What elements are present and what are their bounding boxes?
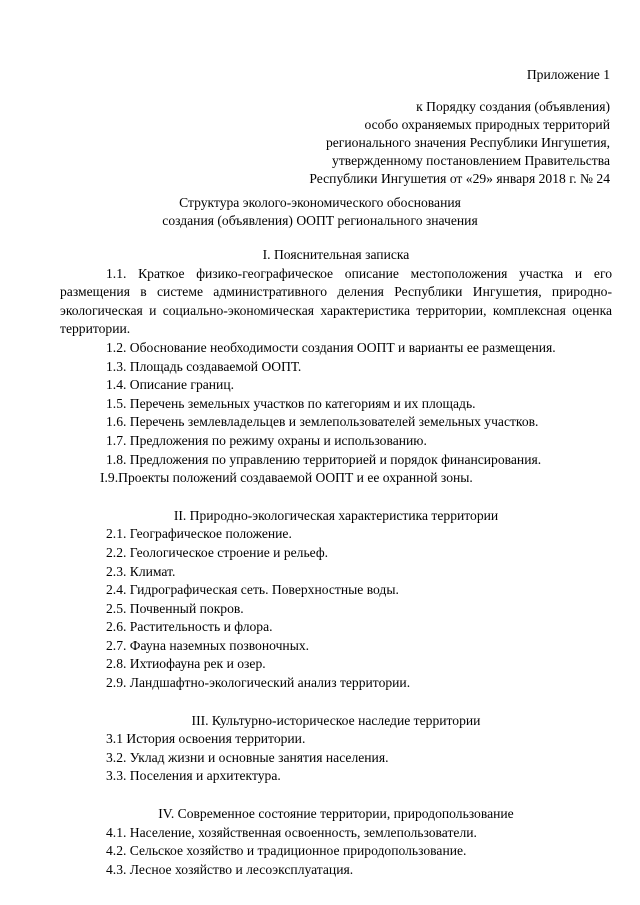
list-item: 1.7. Предложения по режиму охраны и использованию. [106,432,427,448]
paragraph: 1.1. Краткое физико-географическое описание местоположения участка и его размещения в системе административного деления Республики Ингушетия, природно-экологическая и социально-экономическая характеристика территории, комплексная оценка территории. [60,265,612,337]
list-item: 2.3. Климат. [106,563,176,579]
title-line: Структура эколого-экономического обоснования [179,195,461,210]
list-item: 2.2. Геологическое строение и рельеф. [106,544,329,560]
appendix-header [110,66,610,188]
list-item: 2.8. Ихтиофауна рек и озер. [106,656,266,672]
document-body [60,246,612,879]
list-item: 2.7. Фауна наземных позвоночных. [106,637,310,653]
list-item: 1.8. Предложения по управлению территорией и порядок финансирования. [106,451,542,467]
list-item: 2.5. Почвенный покров. [106,600,244,616]
list-item: 2.6. Растительность и флора. [106,619,273,635]
list-item: 4.1. Население, хозяйственная освоенность, землепользователи. [106,824,477,840]
list-item: 1.3. Площадь создаваемой ООПТ. [106,358,302,374]
header-line: регионального значения Республики Ингушетия, [325,135,610,150]
appendix-number: Приложение 1 [526,67,610,82]
document-title [0,194,640,230]
section-heading: I. Пояснительная записка [262,247,410,262]
list-item: 4.2. Сельское хозяйство и традиционное природопользование. [106,843,467,859]
header-line: к Порядку создания (объявления) [416,99,610,114]
list-item: 1.6. Перечень землевладельцев и землепользователей земельных участков. [106,414,539,430]
header-line: Республики Ингушетия от «29» января 2018 г. № 24 [309,171,610,186]
section-heading: II. Природно-экологическая характеристика территории [173,507,499,523]
list-item: 2.4. Гидрографическая сеть. Поверхностные воды. [106,582,399,598]
list-item: 2.9. Ландшафтно-экологический анализ территории. [106,675,411,691]
section-heading: III. Культурно-историческое наследие территории [191,712,481,728]
list-item: 1.2. Обоснование необходимости создания ООПТ и варианты ее размещения. [106,339,556,355]
list-item: 3.3. Поселения и архитектура. [106,768,281,784]
list-item: I.9.Проекты положений создаваемой ООПТ и ее охранной зоны. [100,470,473,486]
list-item: 4.3. Лесное хозяйство и лесоэксплуатация. [106,861,354,877]
header-line: особо охраняемых природных территорий [364,117,610,132]
header-line: утвержденному постановлением Правительства [332,153,610,168]
list-item: 3.2. Уклад жизни и основные занятия населения. [106,749,389,765]
section-heading: IV. Современное состояние территории, природопользование [158,806,514,822]
title-line: создания (объявления) ООПТ регионального значения [162,213,478,228]
list-item: 1.5. Перечень земельных участков по категориям и их площадь. [106,395,476,411]
header-gap [110,84,610,98]
list-item: 3.1 История освоения территории. [106,731,306,747]
list-item: 2.1. Географическое положение. [106,526,292,542]
list-item: 1.4. Описание границ. [106,377,234,393]
